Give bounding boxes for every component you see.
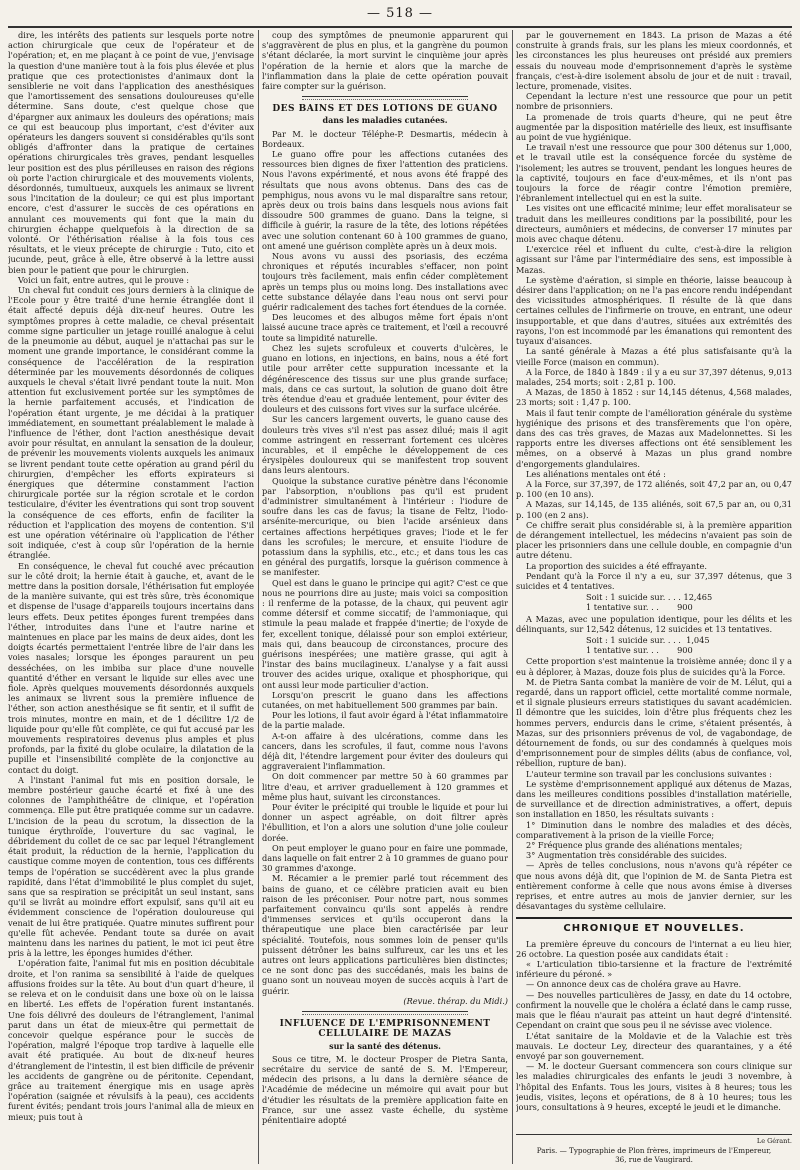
- paragraph: M. Récamier a le premier parlé tout récemment des bains de guano, et ce célèbre praticien avait eu bien raison de les préconiser. Pour notre part, nous sommes parfaitement convaincu qu'ils sont appelés à rendre d'immenses services et qu'ils occuperont dans la thérapeutique une place bien caractérisée par leur spécialité. Toutefois, nous sommes loin de penser qu'ils puissent détrôner les bains sulfureux, car les uns et les autres ont leurs applications particulières bien distinctes; ce ne sont donc pas des succédanés, mais les bains de guano sont un nouveau moyen de succès acquis à l'art de guérir.: [262, 873, 508, 996]
- paragraph: A Mazas, de 1850 à 1852 : sur 14,145 détenus, 4,568 malades, 23 morts; soit : 1,47 p. 100.: [516, 387, 792, 408]
- paragraph: 2° Fréquence plus grande des aliénations mentales;: [526, 840, 743, 851]
- paragraph: coup des symptômes de pneumonie apparurent qui s'aggravèrent de plus en plus, et la gangrène du poumon s'étant déclarée, la mort survint le cinquième jour après l'opération de la hernie et alors que la marche de l'inflammation dans la plaie de cette opération pouvait faire compter sur la guérison.: [262, 30, 508, 92]
- paragraph: Cependant la lecture n'est une ressource que pour un petit nombre de prisonniers.: [516, 91, 792, 112]
- article-title: DES BAINS ET DES LOTIONS DE GUANO: [272, 104, 498, 115]
- statistic-line: Soit : 1 suicide sur. . . . 12,465: [586, 592, 713, 603]
- paragraph: La promenade de trois quarts d'heure, qui ne peut être augmentée par la disposition matérielle des lieux, est insuffisante au point de vue hygiénique.: [516, 111, 792, 143]
- paragraph: — M. le docteur Guersant commencera son cours clinique sur les maladies chirurgicales des enfants le jeudi 3 novembre, à l'hôpital des Enfants. Tous les jours, visites à 8 heures; tous les jeudis, visites, leçons et opérations, de 8 à 10 heures; tous les jours, consultations à 9 heures, excepté le jeudi et le dimanche.: [516, 1061, 792, 1112]
- paragraph: Un cheval fut conduit ces jours derniers à la clinique de l'Ecole pour y être traité d'une hernie étranglée dont il était affecté depuis déjà dix-neuf heures. Outre les symptômes propres à cette maladie, ce cheval présentait comme signe particulier un jetage rouillé analogue à celui de la pneumonie au début, auquel je n'attachai pas sur le moment une grande importance, le considérant comme la conséquence de l'accélération de la respiration déterminée par les mouvements désordonnés de coliques auxquels le cheval s'était livré pendant toute la nuit. Mon attention fut exclusivement portée sur les symptômes de la hernie parfaitement accusés, et l'indication de l'opération étant urgente, je me décidai à la pratiquer immédiatement, en soumettant préalablement le malade à l'influence de l'éther, dont l'action anesthésique devait avoir pour résultat, en annulant la sensation de la douleur, de prévenir les mouvements violents auxquels les animaux se livrent pendant toute cette opération au grand péril du chirurgien, d'empêcher les efforts expirateurs si énergiques que détermine constamment l'action chirurgicale portée sur la région scrotale et le cordon testiculaire, d'éviter les éventrations qui sont trop souvent la conséquence de ces efforts, enfin de faciliter la réduction et l'application des moyens de contention. S'il est une opération vétérinaire où l'application de l'éther soit indiquée, c'est à coup sûr l'opération de la hernie étranglée.: [8, 285, 254, 561]
- article-separator: [302, 96, 468, 100]
- paragraph: A la Force, de 1840 à 1849 : il y a eu sur 37,397 détenus, 9,013 malades, 254 morts; soit : 2,81 p. 100.: [516, 366, 792, 387]
- paragraph: La première épreuve du concours de l'internat a eu lieu hier, 26 octobre. La question posée aux candidats était :: [516, 938, 792, 959]
- paragraph: Sur les cancers largement ouverts, le guano cause des douleurs très vives s'il n'est pas assez dilué; mais il agit comme astringent en resserrant fortement ces ulcères incurables, et il empêche le développement de ces érysipèles douloureux qui se manifestent trop souvent dans leurs alentours.: [262, 414, 508, 476]
- column-right: [516, 30, 792, 1170]
- paragraph: Les visites ont une efficacité minime; leur effet moralisateur se traduit dans les meilleures conditions par la possibilité, pour les directeurs, aumôniers et médecins, de converser 17 minutes par mois avec chaque détenu.: [516, 203, 792, 245]
- paragraph: Les aliénations mentales ont été :: [526, 468, 666, 479]
- article-subtitle: dans les maladies cutanées.: [322, 115, 448, 126]
- paragraph: Nous avons vu aussi des psoriasis, des eczéma chroniques et réputés incurables s'effacer, non point toujours très facilement, mais enfin céder complètement après un temps plus ou moins long. Des installations avec cette substance délayée dans l'eau nous ont servi pour guérir radicalement des taches fort étendues de la cornée.: [262, 251, 508, 313]
- paragraph: Quoique la substance curative pénètre dans l'économie par l'absorption, n'oublions pas qu'il est prudent d'administrer simultanément à l'intérieur : l'iodure de soufre dans les cas de favus; la tisane de Feltz, l'iodo-arsénite-mercurique, ou bien l'acide arsénieux dans certaines affections herpétiques graves; l'iode et le fer dans les scrofules; le mercure, et ensuite l'iodure de potassium dans la syphilis, etc., etc.; et dans tous les cas en général des purgatifs, lorsque la guérison commence à se manifester.: [262, 475, 508, 578]
- paragraph: Voici un fait, entre autres, qui le prouve :: [18, 274, 190, 285]
- statistic-line: 1 tentative sur. . . 900: [586, 602, 693, 613]
- paragraph: Le système d'aération, si simple en théorie, laisse beaucoup à désirer dans l'application; on ne l'a pas encore rendu indépendant des vicissitudes atmosphériques. Il résulte de là que dans certaines cellules de l'infirmerie on trouve, en entrant, une odeur insupportable, et que dans d'autres, situées aux extrémités des rayons, l'on est incommodé par les émanations qui remontent des tuyaux d'aisances.: [516, 274, 792, 347]
- printer-imprint: [516, 1134, 792, 1164]
- imprint-line: Paris. — Typographie de Plon frères, imprimeurs de l'Empereur,: [536, 1146, 772, 1155]
- paragraph: — On annonce deux cas de choléra grave au Havre.: [526, 979, 742, 990]
- paragraph: Pendant qu'à la Force il n'y a eu, sur 37,397 détenus, que 3 suicides et 4 tentatives.: [516, 570, 792, 591]
- paragraph: A Mazas, avec une population identique, pour les délits et les délinquants, sur 12,542 détenus, 12 suicides et 13 tentatives.: [516, 613, 792, 634]
- gerant-label: Le Gérant.: [756, 1137, 792, 1145]
- column-divider: [258, 30, 259, 1164]
- paragraph: Cette proportion s'est maintenue la troisième année; donc il y a eu à déplorer, à Mazas, douze fois plus de suicides qu'à la Force.: [516, 656, 792, 677]
- paragraph: Lorsqu'on prescrit le guano dans les affections cutanées, on met habituellement 500 grammes par bain.: [262, 689, 508, 710]
- paragraph: M. de Pietra Santa combat la manière de voir de M. Lélut, qui a regardé, dans un rapport officiel, cette mortalité comme normale, et il signale plusieurs erreurs statistiques du savant académicien. Il démontre que les suicides, loin d'être plus fréquents chez les hommes pervers, endurcis dans le crime, s'étaient présentés, à Mazas, sur des prisonniers prévenus de vol, de vagabondage, de détournement de fonds, ou sur des condamnés à quelques mois d'emprisonnement pour de simples délits (abus de confiance, vol, rébellion, rupture de ban).: [516, 676, 792, 769]
- author-line: Par M. le docteur Téléphe-P. Desmartis, médecin à Bordeaux.: [262, 128, 508, 149]
- article-title: INFLUENCE DE L'EMPRISONNEMENT CELLULAIRE DE MAZAS: [279, 1019, 491, 1040]
- statistics-block: [586, 635, 792, 655]
- paragraph: Le système d'emprisonnement appliqué aux détenus de Mazas, dans les meilleures conditions possibles d'installation matérielle, de surveillance et de direction administratives, a offert, depuis son installation en 1850, les résultats suivants :: [516, 778, 792, 820]
- paragraph: dire, les intérêts des patients sur lesquels porte notre action chirurgicale que ceux de l'opérateur et de l'opération; et, en me plaçant à ce point de vue, j'envisage la question d'une manière tout à la fois plus élevée et plus pratique que ces protectionistes d'animaux dont la sensiblerie ne voit dans l'application des anesthésiques que l'amortissement des sensations douloureuses qu'elle détermine. Sans doute, c'est quelque chose que d'épargner aux animaux les douleurs des opérations; mais ce qui est beaucoup plus important, c'est d'éviter aux opérateurs les dangers souvent si considérables qu'ils sont obligés d'affronter dans la pratique de certaines opérations chirurgicales très graves, pendant lesquelles leur position est des plus périlleuses en raison des régions où porte l'action chirurgicale et des mouvements violents, désordonnés, tumultueux, auxquels les animaux se livrent sous l'incitation de la douleur; ce qui est plus important encore, c'est d'assurer le succès de ces opérations en annulant ces mouvements qui font que la main du chirurgien échappe quelquefois à la direction de sa volonté. Or l'éthérisation réalise à la fois tous ces résultats, et le vieux précepte de chirurgie : Tuto, cito et jucunde, peut, grâce à elle, être observé à la lettre aussi bien pour le patient que pour le chirurgien.: [8, 30, 254, 275]
- column-middle: [262, 30, 508, 1170]
- paragraph: On peut employer le guano pour en faire une pommade, dans laquelle on fait entrer 2 à 10 grammes de guano pour 30 grammes d'axonge.: [262, 842, 508, 874]
- paragraph: A l'instant l'animal fut mis en position dorsale, le membre postérieur gauche écarté et fixé à une des colonnes de l'amphithéâtre de clinique, et l'opération commença. Elle put être pratiquée comme sur un cadavre. L'incision de la peau du scrotum, la dissection de la tunique érythroïde, l'ouverture du sac vaginal, le débridement du collet de ce sac par lequel l'étranglement était produit, la réduction de la hernie, l'application du caustique comme moyen de contention, tous ces différents temps de l'opération se succédèrent avec la plus grande rapidité, dans l'état d'immobilité le plus complet du sujet, sans que sa respiration se précipitât un seul instant, sans qu'il se livrât au moindre effort expulsif, sans qu'il ait eu évidemment conscience de l'opération douloureuse qui venait de lui être pratiquée. Quatre minutes suffirent pour qu'elle fût achevée. Pendant toute sa durée on avait maintenu dans les narines du patient, le mot ici peut être pris à la lettre, les éponges humides d'éther.: [8, 774, 254, 959]
- page-number: — 518 —: [366, 6, 434, 21]
- paragraph: par le gouvernement en 1843. La prison de Mazas a été construite à grands frais, sur les plans les mieux coordonnés, et les circonstances les plus heureuses ont présidé aux premiers essais du nouveau mode d'emprisonnement d'après le système français, c'est-à-dire isolement absolu de jour et de nuit : travail, lecture, promenade, visites.: [516, 30, 792, 92]
- paragraph: Le travail n'est une ressource que pour 300 détenus sur 1,000, et le travail utile est la conséquence forcée du système de l'isolement; les autres se trouvent, pendant les longues heures de la captivité, toujours en face d'eux-mêmes, et ils n'ont pas toujours la force de réagir contre l'émotion première, l'ébranlement intellectuel qui en est la suite.: [516, 142, 792, 204]
- paragraph: Ce chiffre serait plus considérable si, à la première apparition de dérangement intellectuel, les médecins n'avaient pas soin de placer les prisonniers dans une cellule double, en compagnie d'un autre détenu.: [516, 519, 792, 561]
- section-title: CHRONIQUE ET NOUVELLES.: [516, 917, 792, 934]
- paragraph: Chez les sujets scrofuleux et couverts d'ulcères, le guano en lotions, en injections, en bains, nous a été fort utile pour arrêter cette suppuration incessante et la dégénérescence des tissus sur une plus grande surface; mais, dans ce cas surtout, la solution de guano doit être très étendue d'eau et graduée lentement, pour éviter des douleurs et des cuissons fort vives sur la surface ulcérée.: [262, 342, 508, 415]
- paragraph: Pour les lotions, il faut avoir égard à l'état inflammatoire de la partie malade.: [262, 710, 508, 731]
- paragraph: 3° Augmentation très considérable des suicides.: [526, 850, 727, 861]
- paragraph: A Mazas, sur 14,145, de 135 aliénés, soit 67,5 par an, ou 0,31 p. 100 (en 2 ans).: [516, 499, 792, 520]
- paragraph: L'auteur termine son travail par les conclusions suivantes :: [526, 768, 772, 779]
- paragraph: A la Force, sur 37,397, de 172 aliénés, soit 47,2 par an, ou 0,47 p. 100 (en 10 ans).: [516, 478, 792, 500]
- paragraph: La santé générale à Mazas a été plus satisfaisante qu'à la vieille Force (maison en commun).: [516, 346, 792, 367]
- paragraph: En conséquence, le cheval fut couché avec précaution sur le côté droit; la hernie était à gauche, et, avant de le mettre dans la position dorsale, l'éthérisation fut employée de la manière suivante, qui est très sûre, très économique et dispense de l'usage d'appareils toujours incertains dans leurs effets. Deux petites éponges furent trempées dans l'éther, introduites dans l'une et l'autre narine et maintenues en place par les mains de deux aides, dont les doigts écartés permettaient l'entrée libre de l'air dans les voies nasales; lorsque les éponges paraurent un peu desséchées, on les imbiba sur place d'une nouvelle quantité d'éther en versant le liquide sur elles avec une fiole. Après quelques mouvements désordonnés auxquels les animaux se livrent sous la première influence de l'éther, son action anesthésique se fit sentir, et il suffit de trois minutes, montre en main, et de 1 décilitre 1/2 de liquide pour qu'elle fût complète, ce qui fut accusé par les mouvements respiratoires devenus plus amples et plus profonds, par la fixité du globe oculaire, la dilatation de la pupille et l'insensibilité complète de la conjonctive au contact du doigt.: [8, 560, 254, 775]
- source-citation: (Revue. thérap. du Midi.): [403, 995, 508, 1006]
- paragraph: Le guano offre pour les affections cutanées des ressources bien dignes de fixer l'attention des praticiens. Nous l'avons expérimenté, et nous avons été frappé des résultats que nous avons obtenus. Dans des cas de pemphigus, nous avons vu le mal disparaître sans retour, après deux ou trois bains dans lesquels nous avions fait dissoudre 500 grammes de guano. Dans la teigne, si difficile à guérir, la rasure de la tête, des lotions répétées avec une solution contenant 60 à 100 grammes de guano, ont amené une guérison complète après un à deux mois.: [262, 149, 508, 251]
- paragraph: — Après de telles conclusions, nous n'avons qu'à répéter ce que nous avons déjà dit, que l'opinion de M. de Santa Pietra est entièrement conforme à celle que nous avons émise à diverses reprises, et entre autres au mois de janvier dernier, sur les désavantages du système cellulaire.: [516, 860, 792, 912]
- column-left: [8, 30, 254, 1170]
- header-rule: [8, 26, 792, 28]
- column-divider: [512, 30, 513, 1164]
- paragraph: Mais il faut tenir compte de l'amélioration générale du système hygiénique des prisons et des transfèrements que l'on opère, dans des cas très graves, de Mazas aux Madelonnettes. Si les rapports entre les diverses affections ont été sensiblement les mêmes, on a observé à Mazas un plus grand nombre d'engorgements glandulaires.: [516, 407, 792, 469]
- paragraph: L'exercice réel et influent du culte, c'est-à-dire la religion agissant sur l'âme par l'intermédiaire des sens, est impossible à Mazas.: [516, 244, 792, 275]
- paragraph: La proportion des suicides a été effrayante.: [526, 560, 707, 571]
- paragraph: Sous ce titre, M. le docteur Prosper de Pietra Santa, secrétaire du service de santé de S. M. l'Empereur, médecin des prisons, a lu dans la dernière séance de l'Académie de médecine un mémoire qui avait pour but d'étudier les résultats de la première application faite en France, sur une assez vaste échelle, du système pénitentiaire adopté: [262, 1053, 508, 1125]
- paragraph: L'opération faite, l'animal fut mis en position décubitale droite, et l'on ranima sa sensibilité à l'aide de quelques affusions froides sur la tête. Au bout d'un quart d'heure, il se releva et on le conduisit dans une boxe où on le laissa en liberté. Les effets de l'opération furent instantanés. Une fois délivré des douleurs de l'étranglement, l'animal parut dans un état de mieux-être qui permettait de concevoir quelque espérance pour le succès de l'opération, malgré l'époque trop tardive à laquelle elle avait été pratiquée. Au bout de dix-neuf heures d'étranglement de l'intestin, il est bien difficile de prévenir les accidents de gangrène ou de péritonite. Cependant, grâce au traitement énergique mis en usage après l'opération (saignée et révulsifs à la peau), ces accidents furent évités; pendant trois jours l'animal alla de mieux en mieux; puis tout à: [8, 958, 254, 1122]
- paragraph: Des leucomes et des albugos même fort épais n'ont laissé aucune trace après ce traitement, et l'œil a recouvré toute sa limpidité naturelle.: [262, 312, 508, 343]
- paragraph: « L'articulation tibio-tarsienne et la fracture de l'extrémité inférieure du péroné. »: [516, 959, 792, 980]
- statistic-line: Soit : 1 suicide sur. . . . 1,045: [586, 634, 710, 645]
- paragraph: 1° Diminution dans le nombre des maladies et des décès, comparativement à la prison de la vieille Force;: [516, 819, 792, 840]
- paragraph: Pour éviter le précipité qui trouble le liquide et pour lui donner un aspect agréable, on doit filtrer après l'ébullition, et l'on a alors une solution d'une jolie couleur dorée.: [262, 802, 508, 843]
- article-subtitle: sur la santé des détenus.: [329, 1040, 441, 1051]
- article-separator: [302, 1011, 468, 1015]
- paragraph: Quel est dans le guano le principe qui agit? C'est ce que nous ne pourrions dire au juste; mais voici sa composition : il renferme de la potasse, de la chaux, qui peuvent agir comme détersif et comme siccatif; de l'ammoniaque, qui stimule la peau malade et frappée d'inertie; de l'oxyde de fer, excellent tonique, délaissé pour son emploi extérieur, mais qui, dans beaucoup de circonstances, procure des guérisons inespérées; une matière grasse, qui agit à l'instar des bains mucilagineux. L'analyse y a fait aussi trouver des acides urique, oxalique et phosphorique, qui ont aussi leur mode particulier d'action.: [262, 577, 508, 690]
- paragraph: On doit commencer par mettre 50 à 60 grammes par litre d'eau, et arriver graduellement à 120 grammes et même plus haut, suivant les circonstances.: [262, 771, 508, 802]
- statistic-line: 1 tentative sur. . . 900: [586, 645, 693, 656]
- paragraph: L'état sanitaire de la Moldavie et de la Valachie est très mauvais. Le docteur Ley, directeur des quarantaines, y a été envoyé par son gouvernement.: [516, 1030, 792, 1061]
- statistics-block: [586, 592, 792, 612]
- paragraph: — Des nouvelles particulières de Jassy, en date du 14 octobre, confirment la nouvelle que le choléra a éclaté dans le camp russe, mais que le fléau n'aurait pas atteint un haut degré d'intensité. Cependant on craint que sous peu il ne sévisse avec violence.: [516, 989, 792, 1031]
- imprint-line: 36, rue de Vaugirard.: [615, 1155, 693, 1164]
- paragraph: A-t-on affaire à des ulcérations, comme dans les cancers, dans les scrofules, il faut, comme nous l'avons déjà dit, l'étendre largement pour éviter des douleurs qui aggraveraient l'inflammation.: [262, 730, 508, 772]
